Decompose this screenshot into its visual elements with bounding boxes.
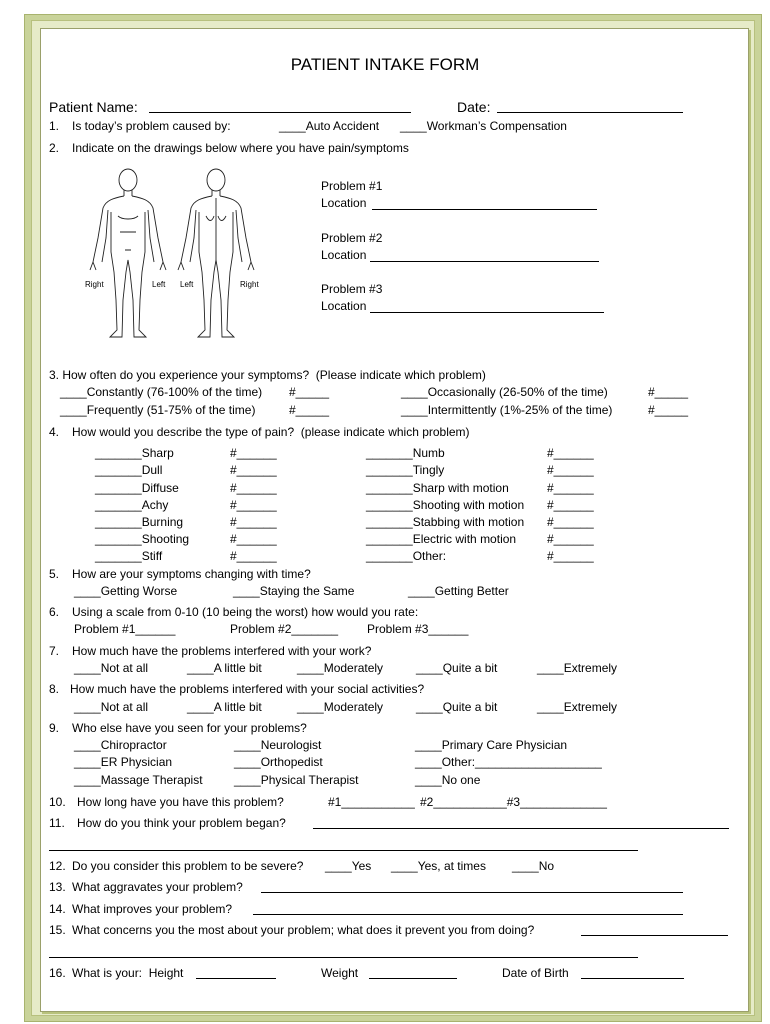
q9-option-massage[interactable]: ____Massage Therapist [74,773,203,787]
problem-2-title: Problem #2 [321,231,383,245]
q11-answer-line-1[interactable] [313,828,729,829]
q10-problem-1[interactable]: #1___________ [328,795,415,809]
problem-1-location-field[interactable] [372,209,597,210]
q7-option-extremely[interactable]: ____Extremely [537,661,618,675]
q12-option-yes-at-times[interactable]: ____Yes, at times [391,859,486,873]
q8-number: 8. [49,682,60,696]
q4-hash-left[interactable]: #______ [230,532,277,546]
q5-option-worse[interactable]: ____Getting Worse [74,584,178,598]
q6-number: 6. [49,605,60,619]
q11-answer-line-2[interactable] [49,850,638,851]
q4-option-shooting[interactable]: _______Shooting [95,532,190,546]
q9-option-chiropractor[interactable]: ____Chiropractor [74,738,167,752]
body-diagram[interactable] [78,160,268,345]
q4-option-burning[interactable]: _______Burning [95,515,184,529]
q16-number: 16. [49,966,66,980]
q4-option-stabbing-motion[interactable]: _______Stabbing with motion [366,515,525,529]
q15-number: 15. [49,923,66,937]
q15-answer-line-1[interactable] [581,935,728,936]
q13-question: What aggravates your problem? [72,880,243,894]
label-left-back: Left [180,280,194,289]
q4-option-tingly[interactable]: _______Tingly [366,463,445,477]
body-back-figure [178,169,254,337]
q4-number: 4. [49,425,60,439]
q10-question: How long have you have this problem? [77,795,284,809]
q8-option-quite-a-bit[interactable]: ____Quite a bit [416,700,498,714]
q7-number: 7. [49,644,60,658]
q5-option-better[interactable]: ____Getting Better [408,584,509,598]
q9-option-neurologist[interactable]: ____Neurologist [234,738,322,752]
q4-option-achy[interactable]: _______Achy [95,498,169,512]
form-title: PATIENT INTAKE FORM [290,55,480,74]
q4-option-electric-motion[interactable]: _______Electric with motion [366,532,517,546]
q15-answer-line-2[interactable] [49,957,638,958]
q1-question: Is today’s problem caused by: [72,119,231,133]
q6-problem-3-rating[interactable]: Problem #3______ [367,622,469,636]
q7-option-a-little-bit[interactable]: ____A little bit [187,661,262,675]
q9-option-other[interactable]: ____Other:___________________ [415,755,602,769]
q13-answer-line[interactable] [261,892,683,893]
q9-number: 9. [49,721,60,735]
q9-option-physical-therapist[interactable]: ____Physical Therapist [234,773,359,787]
patient-name-label: Patient Name: [49,99,138,115]
q2-number: 2. [49,141,60,155]
date-label: Date: [457,99,491,115]
problem-3-title: Problem #3 [321,282,383,296]
patient-name-field[interactable] [149,112,411,113]
q4-question: How would you describe the type of pain? (please indicate which problem) [72,425,470,439]
q4-hash-right[interactable]: #______ [547,481,594,495]
q16-dob-label: Date of Birth [502,966,569,980]
problem-3-location-label: Location [321,299,367,313]
q14-question: What improves your problem? [72,902,233,916]
q12-question: Do you consider this problem to be severe? [72,859,304,873]
q9-question: Who else have you seen for your problems? [72,721,307,735]
q4-option-numb[interactable]: _______Numb [366,446,445,460]
q6-question: Using a scale from 0-10 (10 being the worst) how would you rate: [72,605,419,619]
q5-option-same[interactable]: ____Staying the Same [233,584,355,598]
q9-option-no-one[interactable]: ____No one [415,773,481,787]
q3-question: 3. How often do you experience your symptoms? (Please indicate which problem) [49,368,486,382]
q10-problem-2-3[interactable]: #2___________#3_____________ [420,795,607,809]
q9-option-orthopedist[interactable]: ____Orthopedist [234,755,323,769]
q11-number: 11. [49,816,65,830]
q16-weight-label: Weight [321,966,359,980]
problem-1-title: Problem #1 [321,179,383,193]
q3-option-occasionally[interactable]: ____Occasionally (26-50% of the time) [401,385,608,399]
date-field[interactable] [497,112,683,113]
q16-height-label: What is your: Height [72,966,184,980]
q11-question: How do you think your problem began? [77,816,286,830]
q4-option-sharp[interactable]: _______Sharp [95,446,174,460]
q7-option-not-at-all[interactable]: ____Not at all [74,661,149,675]
q4-option-other[interactable]: _______Other: [366,549,447,563]
q8-question: How much have the problems interfered with your social activities? [70,682,425,696]
q16-weight-field[interactable] [369,978,457,979]
q4-option-dull[interactable]: _______Dull [95,463,163,477]
q4-option-stiff[interactable]: _______Stiff [95,549,163,563]
q3-hash-constantly[interactable]: #_____ [289,385,330,399]
q4-option-diffuse[interactable]: _______Diffuse [95,481,179,495]
q3-option-constantly[interactable]: ____Constantly (76-100% of the time) [60,385,263,399]
q4-hash-left[interactable]: #______ [230,446,277,460]
label-right-back: Right [240,280,259,289]
q4-option-sharp-motion[interactable]: _______Sharp with motion [366,481,509,495]
q16-dob-field[interactable] [581,978,684,979]
q7-option-quite-a-bit[interactable]: ____Quite a bit [416,661,498,675]
q10-number: 10. [49,795,66,809]
q4-hash-right[interactable]: #______ [547,532,594,546]
q2-question: Indicate on the drawings below where you have pain/symptoms [72,141,409,155]
q3-hash-intermittently[interactable]: #_____ [648,403,689,417]
q1-option-workmans-comp[interactable]: ____Workman’s Compensation [400,119,567,133]
q4-hash-right[interactable]: #______ [547,463,594,477]
q12-option-yes[interactable]: ____Yes [325,859,372,873]
q3-option-intermittently[interactable]: ____Intermittently (1%-25% of the time) [401,403,613,417]
problem-1-location-label: Location [321,196,367,210]
label-right-front: Right [85,280,104,289]
problem-2-location-field[interactable] [370,261,599,262]
q3-option-frequently[interactable]: ____Frequently (51-75% of the time) [60,403,256,417]
q4-hash-left[interactable]: #______ [230,549,277,563]
q3-hash-occasionally[interactable]: #_____ [648,385,689,399]
problem-3-location-field[interactable] [370,312,604,313]
q4-option-shooting-motion[interactable]: _______Shooting with motion [366,498,525,512]
q13-number: 13. [49,880,66,894]
q5-number: 5. [49,567,60,581]
q4-hash-right[interactable]: #______ [547,549,594,563]
q9-option-er-physician[interactable]: ____ER Physician [74,755,173,769]
q3-hash-frequently[interactable]: #_____ [289,403,330,417]
q5-question: How are your symptoms changing with time? [72,567,311,581]
q4-hash-right[interactable]: #______ [547,515,594,529]
q8-option-extremely[interactable]: ____Extremely [537,700,618,714]
q16-height-field[interactable] [196,978,276,979]
body-front-figure [90,169,166,337]
q15-question: What concerns you the most about your problem; what does it prevent you from doing? [72,923,535,937]
q4-hash-left[interactable]: #______ [230,515,277,529]
q14-answer-line[interactable] [253,914,683,915]
q1-option-auto-accident[interactable]: ____Auto Accident [279,119,380,133]
q8-option-not-at-all[interactable]: ____Not at all [74,700,149,714]
problem-2-location-label: Location [321,248,367,262]
label-left-front: Left [152,280,166,289]
q6-problem-1-rating[interactable]: Problem #1______ [74,622,176,636]
q4-hash-right[interactable]: #______ [547,498,594,512]
q4-hash-left[interactable]: #______ [230,498,277,512]
q1-number: 1. [49,119,60,133]
q12-option-no[interactable]: ____No [512,859,555,873]
q12-number: 12. [49,859,66,873]
q4-hash-left[interactable]: #______ [230,481,277,495]
q4-hash-right[interactable]: #______ [547,446,594,460]
q4-hash-left[interactable]: #______ [230,463,277,477]
q9-option-primary-care[interactable]: ____Primary Care Physician [415,738,568,752]
q14-number: 14. [49,902,66,916]
q7-question: How much have the problems interfered with your work? [72,644,372,658]
q6-problem-2-rating[interactable]: Problem #2_______ [230,622,339,636]
q8-option-a-little-bit[interactable]: ____A little bit [187,700,262,714]
q8-option-moderately[interactable]: ____Moderately [297,700,384,714]
q7-option-moderately[interactable]: ____Moderately [297,661,384,675]
